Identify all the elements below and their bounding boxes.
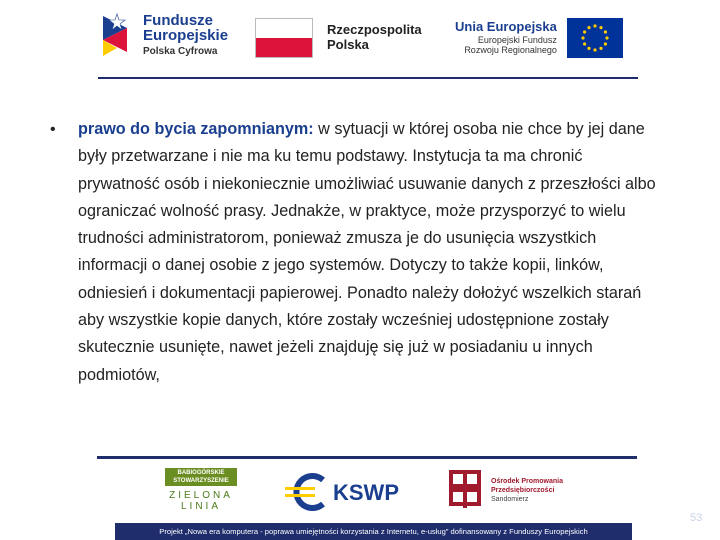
ue-line3: Rozwoju Regionalnego bbox=[464, 45, 557, 56]
opp-line1: Ośrodek Promowania bbox=[491, 477, 563, 485]
zielona-linia-logo bbox=[165, 468, 237, 516]
opp-line2: Przedsiębiorczości bbox=[491, 486, 555, 494]
paragraph-text: w sytuacji w której osoba nie chce by jej dane były przetwarzane i nie ma ku temu podstawy. Instytucja ta ma chronić prywatność osób i niekoniecznie umożliwiać usuwanie danych z przeszłości albo ograniczać wolność prasy. Jednakże, w praktyce, może przysporzyć to wielu trudności administratorom, ponieważ zmusza je do usunięcia wszystkich informacji o danej osobie z jego systemów. Dotyczy to także kopii, linków, odniesień i dokumentacji papierowej. Ponadto należy dołożyć wszelkich starań aby wszystkie kopie danych, które zostały wcześniej udostępnione zostały skutecznie usunięte, nawet jeżeli znajduję się już w posiadaniu u innych podmiotów, bbox=[78, 120, 656, 384]
unia-europejska-logo bbox=[455, 18, 623, 58]
eu-flag-icon bbox=[567, 18, 623, 58]
ospp-logo bbox=[445, 468, 563, 512]
bz-line2: STOWARZYSZENIE bbox=[173, 478, 229, 484]
page-number: 53 bbox=[690, 512, 703, 524]
polish-flag-icon bbox=[255, 18, 313, 58]
fundusze-europejskie-logo bbox=[103, 12, 228, 58]
kswp-logo bbox=[283, 472, 403, 512]
header-logos bbox=[0, 0, 720, 80]
term-heading: prawo do bycia zapomnianym: bbox=[78, 120, 314, 138]
bz-line4: LINIA bbox=[180, 501, 221, 512]
opp-line3: Sandomierz bbox=[491, 495, 529, 503]
header-divider bbox=[98, 77, 638, 79]
bz-line3: ZIELONA bbox=[169, 490, 233, 501]
fundusze-star-mark-icon bbox=[103, 12, 133, 58]
rp-line2: Polska bbox=[327, 37, 369, 52]
kswp-euro-icon bbox=[283, 472, 331, 512]
fe-title-line1: Fundusze bbox=[143, 11, 213, 29]
footer-divider bbox=[97, 456, 637, 459]
rzeczpospolita-logo bbox=[255, 18, 422, 58]
bullet-icon: • bbox=[50, 121, 56, 138]
ue-line1: Unia Europejska bbox=[455, 19, 557, 35]
bz-line1: BABIOGÓRSKIE bbox=[177, 470, 225, 476]
project-banner: Projekt „Nowa era komputera - poprawa umiejętności korzystania z Internetu, e-usług” dofinansowany z Funduszy Europejskich bbox=[115, 523, 632, 540]
rp-line1: Rzeczpospolita bbox=[327, 22, 422, 38]
kswp-label: KSWP bbox=[333, 480, 399, 505]
paragraph bbox=[78, 116, 668, 389]
opp-emblem-icon bbox=[445, 468, 485, 512]
fe-subtitle: Polska Cyfrowa bbox=[143, 46, 218, 57]
fe-title-line2: Europejskie bbox=[143, 27, 229, 45]
ue-line2: Europejski Fundusz bbox=[477, 35, 557, 46]
